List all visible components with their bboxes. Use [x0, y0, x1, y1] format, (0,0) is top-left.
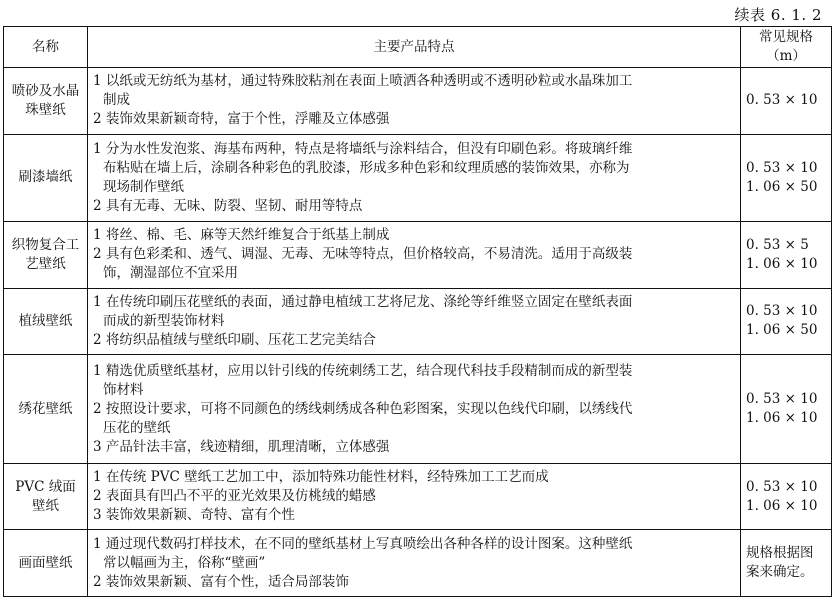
header-name: 名称	[4, 27, 88, 68]
product-features	[88, 288, 741, 355]
feature-line: 制成	[103, 92, 130, 109]
table-row	[4, 68, 832, 135]
product-features	[88, 68, 741, 135]
feature-line: 压花的壁纸	[103, 419, 171, 436]
feature-line: 2 按照设计要求，可将不同颜色的绣线刺绣成各种色彩图案，实现以色线代印刷，以绣线代	[93, 400, 633, 417]
table-row	[4, 463, 832, 530]
spec-value: 0. 53 × 10	[746, 391, 818, 408]
product-name: 画面壁纸	[4, 530, 88, 597]
header-spec: 常见规格（m）	[741, 27, 832, 68]
product-features	[88, 355, 741, 464]
header-row	[4, 27, 832, 68]
product-name: 植绒壁纸	[4, 288, 88, 355]
feature-line: 1 将丝、棉、毛、麻等天然纤维复合于纸基上制成	[93, 227, 390, 244]
feature-line: 2 表面具有凹凸不平的亚光效果及仿桃绒的蜡感	[93, 488, 376, 505]
feature-line: 饰材料	[103, 381, 144, 398]
spec-value: 1. 06 × 10	[746, 255, 818, 272]
feature-line: 1 精选优质壁纸基材，应用以针引线的传统刺绣工艺，结合现代科技手段精制而成的新型装	[93, 362, 633, 379]
product-features	[88, 134, 741, 222]
feature-line: 现场制作壁纸	[103, 178, 184, 195]
product-name: 喷砂及水晶珠壁纸	[4, 68, 88, 135]
feature-line: 常以幅画为主，俗称“壁画”	[103, 554, 266, 571]
spec-value: 规格根据图案来确定。	[746, 545, 814, 581]
product-name: 织物复合工艺壁纸	[4, 222, 88, 289]
product-spec	[741, 355, 832, 464]
product-spec	[741, 134, 832, 222]
product-spec	[741, 68, 832, 135]
product-name: 刷漆墙纸	[4, 134, 88, 222]
feature-line: 3 产品针法丰富，线迹精细，肌理清晰，立体感强	[93, 438, 390, 455]
feature-line: 而成的新型装饰材料	[103, 312, 225, 329]
table-row	[4, 134, 832, 222]
table-row	[4, 288, 832, 355]
table-row	[4, 222, 832, 289]
product-spec	[741, 530, 832, 597]
product-name: 绣花壁纸	[4, 355, 88, 464]
feature-line: 3 装饰效果新颖、奇特、富有个性	[93, 507, 295, 524]
feature-line: 1 通过现代数码打样技术，在不同的壁纸基材上写真喷绘出各种各样的设计图案。这种壁纸	[93, 535, 633, 552]
feature-line: 2 将纺织品植绒与壁纸印刷、压花工艺完美结合	[93, 331, 376, 348]
spec-value: 0. 53 × 10	[746, 159, 818, 176]
feature-line: 布粘贴在墙上后，涂刷各种彩色的乳胶漆，形成多种色彩和纹理质感的装饰效果，亦称为	[103, 159, 630, 176]
spec-value: 0. 53 × 10	[746, 303, 818, 320]
product-name: PVC 绒面壁纸	[4, 463, 88, 530]
product-features	[88, 530, 741, 597]
product-spec	[741, 463, 832, 530]
spec-value: 1. 06 × 10	[746, 497, 818, 514]
spec-value: 0. 53 × 10	[746, 478, 818, 495]
feature-line: 2 具有无毒、无味、防裂、坚韧、耐用等特点	[93, 197, 363, 214]
feature-line: 饰，潮湿部位不宜采用	[103, 265, 238, 282]
product-spec	[741, 288, 832, 355]
feature-line: 1 在传统 PVC 壁纸工艺加工中，添加特殊功能性材料，经特殊加工工艺而成	[93, 469, 549, 486]
spec-value: 0. 53 × 10	[746, 92, 818, 109]
table-row	[4, 355, 832, 464]
product-features	[88, 222, 741, 289]
table-row	[4, 530, 832, 597]
feature-line: 2 装饰效果新颖、富有个性，适合局部装饰	[93, 573, 349, 590]
feature-line: 2 装饰效果新颖奇特，富于个性，浮雕及立体感强	[93, 111, 390, 128]
header-features: 主要产品特点	[88, 27, 741, 68]
feature-line: 1 以纸或无纺纸为基材，通过特殊胶粘剂在表面上喷洒各种透明或不透明砂粒或水晶珠加工	[93, 73, 633, 90]
product-features	[88, 463, 741, 530]
table-caption: 续表 6. 1. 2	[734, 6, 822, 24]
feature-line: 1 分为水性发泡浆、海基布两种，特点是将墙纸与涂料结合，但没有印刷色彩。将玻璃纤维	[93, 140, 633, 157]
product-spec	[741, 222, 832, 289]
wallpaper-spec-table	[3, 26, 832, 597]
feature-line: 2 具有色彩柔和、透气、调湿、无毒、无味等特点，但价格较高，不易清洗。适用于高级装	[93, 246, 633, 263]
feature-line: 1 在传统印刷压花壁纸的表面，通过静电植绒工艺将尼龙、涤纶等纤维竖立固定在壁纸表面	[93, 293, 633, 310]
spec-value: 1. 06 × 10	[746, 410, 818, 427]
spec-value: 1. 06 × 50	[746, 178, 818, 195]
spec-value: 0. 53 × 5	[746, 236, 809, 253]
spec-value: 1. 06 × 50	[746, 322, 818, 339]
